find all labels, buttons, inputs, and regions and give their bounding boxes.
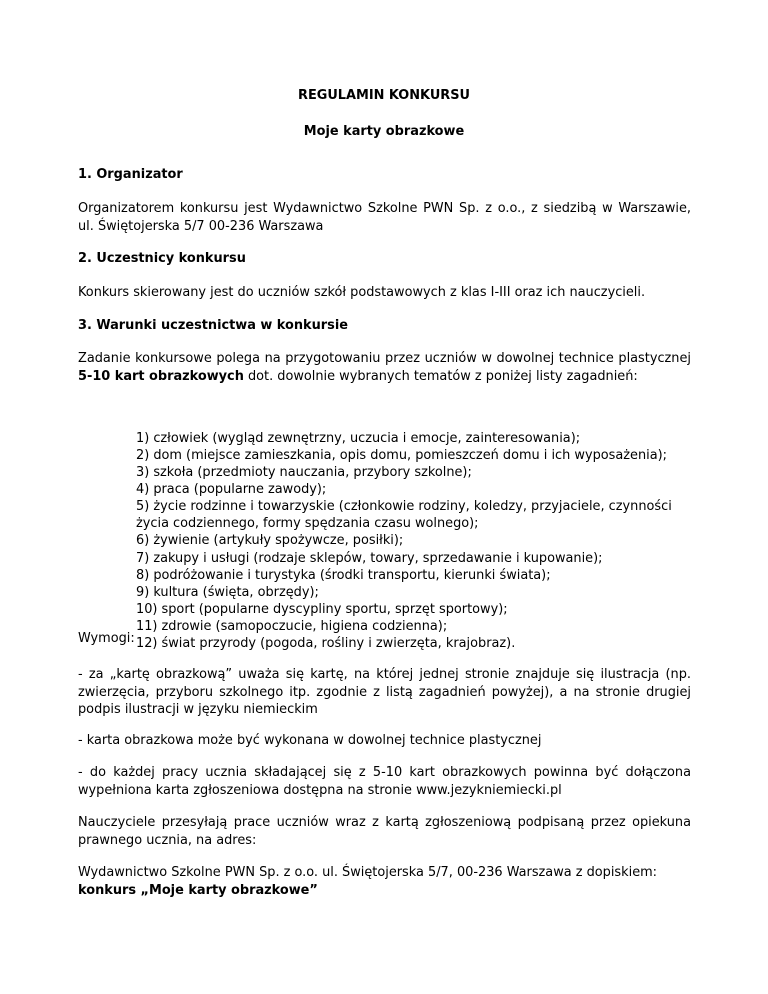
requirement-item: - za „kartę obrazkową” uważa się kartę, na której jednej stronie znajduje się ilustracja (np. zwierzęcia, przyboru szkolnego itp. zgodnie z listą zagadnień powyżej), a na stronie drugiej podpis ilustracji w języku niemieckim [78, 667, 691, 717]
section-text-organizer: Organizatorem konkursu jest Wydawnictwo Szkolne PWN Sp. z o.o., z siedzibą w Warszawie, ul. Świętojerska 5/7 00-236 Warszawa [78, 201, 691, 234]
list-item: 5) życie rodzinne i towarzyskie (członkowie rodziny, koledzy, przyjaciele, czynności życia codziennego, formy spędzania czasu wolnego); [136, 499, 672, 532]
bold-card-count: 5-10 kart obrazkowych [78, 368, 244, 384]
list-item: 3) szkoła (przedmioty nauczania, przybory szkolne); [136, 465, 472, 481]
list-item: 11) zdrowie (samopoczucie, higiena codzienna); [136, 618, 448, 634]
list-item: 1) człowiek (wygląd zewnętrzny, uczucia i emocje, zainteresowania); [136, 430, 581, 446]
list-item: 12) świat przyrody (pogoda, rośliny i zwierzęta, krajobraz). [136, 636, 516, 652]
list-item: 6) żywienie (artykuły spożywcze, posiłki); [136, 533, 404, 549]
list-item: 10) sport (popularne dyscypliny sportu, sprzęt sportowy); [136, 601, 508, 617]
section-text-participants: Konkurs skierowany jest do uczniów szkół podstawowych z klas I-III oraz ich nauczycieli. [78, 285, 646, 300]
requirement-item: - karta obrazkowa może być wykonana w dowolnej technice plastycznej [78, 733, 542, 748]
topics-list [136, 430, 696, 652]
submission-note: konkurs „Moje karty obrazkowe” [78, 882, 318, 898]
submission-address: Wydawnictwo Szkolne PWN Sp. z o.o. ul. Świętojerska 5/7, 00-236 Warszawa z dopiskiem: konkurs „Moje karty obrazkowe” [78, 865, 658, 898]
list-item: 8) podróżowanie i turystyka (środki transportu, kierunki świata); [136, 567, 551, 583]
section-heading-conditions: 3. Warunki uczestnictwa w konkursie [78, 318, 348, 333]
section-text-conditions: Zadanie konkursowe polega na przygotowaniu przez uczniów w dowolnej technice plastycznej 5-10 kart obrazkowych dot. dowolnie wybranych tematów z poniżej listy zagadnień: [78, 351, 691, 384]
section-heading-participants: 2. Uczestnicy konkursu [78, 251, 246, 266]
list-item: 4) praca (popularne zawody); [136, 482, 327, 498]
section-heading-organizer: 1. Organizator [78, 167, 183, 182]
document-subtitle: Moje karty obrazkowe [303, 124, 465, 139]
submission-text: Nauczyciele przesyłają prace uczniów wraz z kartą zgłoszeniową podpisaną przez opiekuna prawnego ucznia, na adres: [78, 815, 691, 848]
list-item: 2) dom (miejsce zamieszkania, opis domu, pomieszczeń domu i ich wyposażenia); [136, 447, 667, 463]
requirement-item: - do każdej pracy ucznia składającej się z 5-10 kart obrazkowych powinna być dołączona wypełniona karta zgłoszeniowa dostępna na stronie www.jezykniemiecki.pl [78, 765, 691, 798]
requirements-label: Wymogi: [78, 631, 135, 646]
list-item: 7) zakupy i usługi (rodzaje sklepów, towary, sprzedawanie i kupowanie); [136, 550, 603, 566]
document-title: REGULAMIN KONKURSU [298, 88, 470, 103]
list-item: 9) kultura (święta, obrzędy); [136, 584, 319, 600]
